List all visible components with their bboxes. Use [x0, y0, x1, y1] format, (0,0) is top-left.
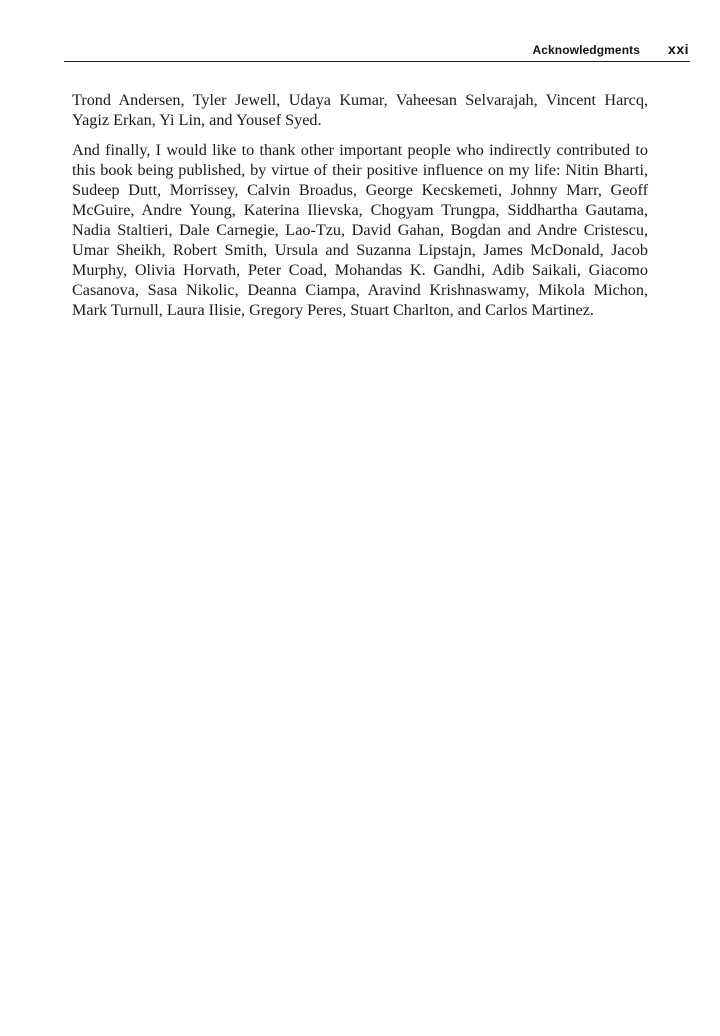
body-text — [72, 90, 648, 330]
page-number: xxi — [668, 41, 689, 57]
section-title: Acknowledgments — [532, 43, 640, 57]
running-header — [64, 41, 690, 62]
paragraph-reviewers: Trond Andersen, Tyler Jewell, Udaya Kumar, Vaheesan Selvarajah, Vincent Harcq, Yagiz Erkan, Yi Lin, and Yousef Syed. — [72, 91, 648, 129]
paragraph-thanks: And finally, I would like to thank other important people who indirectly contributed to this book being published, by virtue of their positive influence on my life: Nitin Bharti, Sudeep Dutt, Morrissey, Calvin Broadus, George Kecskemeti, Johnny Marr, Geoff McGuire, Andre Young, Katerina Ilievska, Chogyam Trungpa, Siddhartha Gautama, Nadia Staltieri, Dale Carnegie, Lao-Tzu, David Gahan, Bogdan and Andre Cristescu, Umar Sheikh, Robert Smith, Ursula and Suzanna Lipstajn, James McDonald, Jacob Murphy, Olivia Horvath, Peter Coad, Mohandas K. Gandhi, Adib Saikali, Giacomo Casanova, Sasa Nikolic, Deanna Ciampa, Aravind Krishnaswamy, Mikola Michon, Mark Turnull, Laura Ilisie, Gregory Peres, Stuart Charlton, and Carlos Martinez. — [72, 141, 648, 319]
